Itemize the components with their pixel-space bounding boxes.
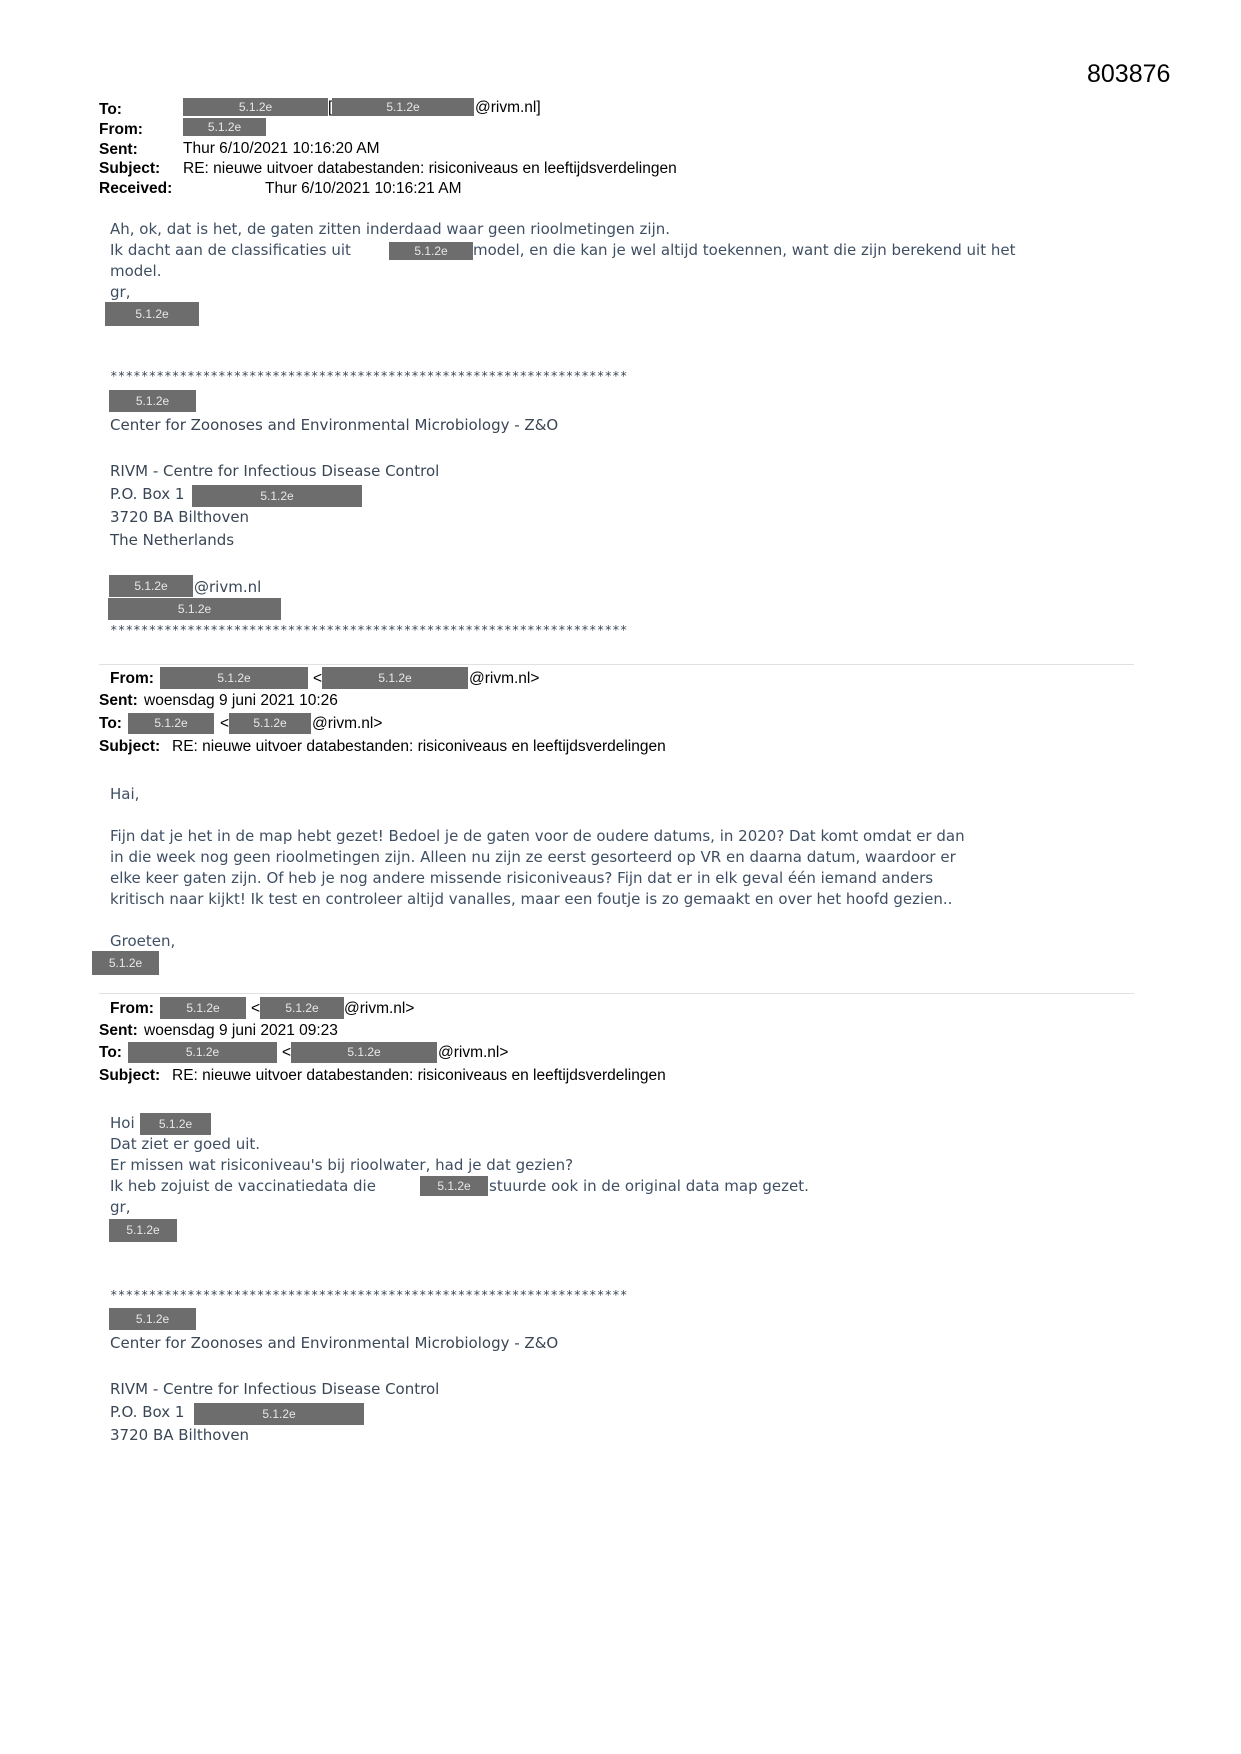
msg3-to-label: To: <box>99 1044 122 1061</box>
msg3-l3a: Ik heb zojuist de vaccinatiedata die <box>110 1177 376 1195</box>
msg2-subject-value: RE: nieuwe uitvoer databestanden: risiconiveaus en leeftijdsverdelingen <box>172 738 666 755</box>
subject-label: Subject: <box>99 160 161 177</box>
msg2-from-email-suffix: @rivm.nl> <box>469 670 540 687</box>
redaction: 5.1.2e <box>109 575 193 597</box>
msg1-line1: Ah, ok, dat is het, de gaten zitten inderdaad waar geen rioolmetingen zijn. <box>110 220 671 238</box>
msg2-p3: elke keer gaten zijn. Of heb je nog andere missende risiconiveaus? Fijn dat er in elk geval één iemand anders <box>110 869 934 887</box>
subject-value: RE: nieuwe uitvoer databestanden: risiconiveaus en leeftijdsverdelingen <box>183 160 677 177</box>
redaction: 5.1.2e <box>192 485 362 507</box>
msg3-sent-label: Sent: <box>99 1022 138 1039</box>
signature-stars: ******************************************************************* <box>110 622 628 637</box>
received-label: Received: <box>99 180 173 197</box>
redaction: 5.1.2e <box>108 598 281 620</box>
signature-city: 3720 BA Bilthoven <box>110 1426 250 1444</box>
signature-city: 3720 BA Bilthoven <box>110 508 250 526</box>
redaction: 5.1.2e <box>291 1042 437 1063</box>
redaction: 5.1.2e <box>183 118 266 136</box>
redaction: 5.1.2e <box>128 1042 277 1063</box>
lt: < <box>282 1044 292 1061</box>
bracket: [ <box>328 99 333 116</box>
signature-email-suffix: @rivm.nl <box>194 578 262 596</box>
msg3-from-label: From: <box>110 1000 154 1017</box>
msg2-subject-label: Subject: <box>99 738 161 755</box>
received-value: Thur 6/10/2021 10:16:21 AM <box>265 180 462 197</box>
signature-pobox: P.O. Box 1 <box>110 485 185 503</box>
redaction: 5.1.2e <box>420 1176 488 1196</box>
redaction: 5.1.2e <box>260 997 344 1019</box>
signature-pobox: P.O. Box 1 <box>110 1403 185 1421</box>
signature-dept: Center for Zoonoses and Environmental Microbiology - Z&O <box>110 416 559 434</box>
redaction: 5.1.2e <box>128 713 214 734</box>
redaction: 5.1.2e <box>194 1403 364 1425</box>
redaction: 5.1.2e <box>229 713 311 734</box>
msg2-from-label: From: <box>110 670 154 687</box>
redaction: 5.1.2e <box>92 951 159 975</box>
redaction: 5.1.2e <box>322 667 468 689</box>
redaction: 5.1.2e <box>109 390 196 412</box>
redaction: 5.1.2e <box>109 1308 196 1330</box>
msg2-to-email-suffix: @rivm.nl> <box>312 715 383 732</box>
msg3-l3b: stuurde ook in de original data map gezet. <box>489 1177 809 1195</box>
divider <box>99 993 1134 994</box>
redaction: 5.1.2e <box>332 98 474 116</box>
msg3-greeting: Hoi <box>110 1114 135 1132</box>
redaction: 5.1.2e <box>109 1219 177 1242</box>
from-label: From: <box>99 121 143 138</box>
msg1-line2a: Ik dacht aan de classificaties uit <box>110 241 351 259</box>
signature-dept: Center for Zoonoses and Environmental Microbiology - Z&O <box>110 1334 559 1352</box>
msg3-subject-label: Subject: <box>99 1067 161 1084</box>
signature-stars: ******************************************************************* <box>110 1287 628 1302</box>
msg2-p2: in die week nog geen rioolmetingen zijn. Alleen nu zijn ze eerst gesorteerd op VR en daarna datum, waardoor er <box>110 848 956 866</box>
to-label: To: <box>99 101 122 118</box>
divider <box>99 664 1134 665</box>
msg2-closing: Groeten, <box>110 932 176 950</box>
redaction: 5.1.2e <box>389 242 473 260</box>
msg1-line4: gr, <box>110 283 131 301</box>
msg2-sent-value: woensdag 9 juni 2021 10:26 <box>144 692 338 709</box>
redaction: 5.1.2e <box>160 997 246 1019</box>
signature-country: The Netherlands <box>110 531 235 549</box>
msg3-l2: Er missen wat risiconiveau's bij rioolwater, had je dat gezien? <box>110 1156 574 1174</box>
msg3-l1: Dat ziet er goed uit. <box>110 1135 261 1153</box>
msg1-line2b: model, en die kan je wel altijd toekennen, want die zijn berekend uit het <box>473 241 1016 259</box>
msg3-from-email-suffix: @rivm.nl> <box>344 1000 415 1017</box>
lt: < <box>251 1000 261 1017</box>
msg2-p1: Fijn dat je het in de map hebt gezet! Bedoel je de gaten voor de oudere datums, in 2020? Dat komt omdat er dan <box>110 827 965 845</box>
msg1-line3: model. <box>110 262 162 280</box>
redaction: 5.1.2e <box>140 1113 211 1135</box>
msg2-p4: kritisch naar kijkt! Ik test en controleer altijd vanalles, maar een foutje is zo gemaakt en over het hoofd gezien.. <box>110 890 953 908</box>
msg3-to-email-suffix: @rivm.nl> <box>438 1044 509 1061</box>
lt: < <box>220 715 230 732</box>
signature-org: RIVM - Centre for Infectious Disease Control <box>110 462 440 480</box>
sent-value: Thur 6/10/2021 10:16:20 AM <box>183 140 380 157</box>
sent-label: Sent: <box>99 141 138 158</box>
msg3-l4: gr, <box>110 1198 131 1216</box>
msg2-to-label: To: <box>99 715 122 732</box>
msg3-subject-value: RE: nieuwe uitvoer databestanden: risiconiveaus en leeftijdsverdelingen <box>172 1067 666 1084</box>
signature-org: RIVM - Centre for Infectious Disease Control <box>110 1380 440 1398</box>
document-number: 803876 <box>1087 60 1171 88</box>
redaction: 5.1.2e <box>105 302 199 326</box>
msg2-sent-label: Sent: <box>99 692 138 709</box>
redaction: 5.1.2e <box>183 98 328 116</box>
redaction: 5.1.2e <box>160 667 308 689</box>
msg3-sent-value: woensdag 9 juni 2021 09:23 <box>144 1022 338 1039</box>
lt: < <box>313 670 323 687</box>
signature-stars: ******************************************************************* <box>110 368 628 383</box>
msg2-greeting: Hai, <box>110 785 140 803</box>
to-email-suffix: @rivm.nl] <box>475 99 541 116</box>
